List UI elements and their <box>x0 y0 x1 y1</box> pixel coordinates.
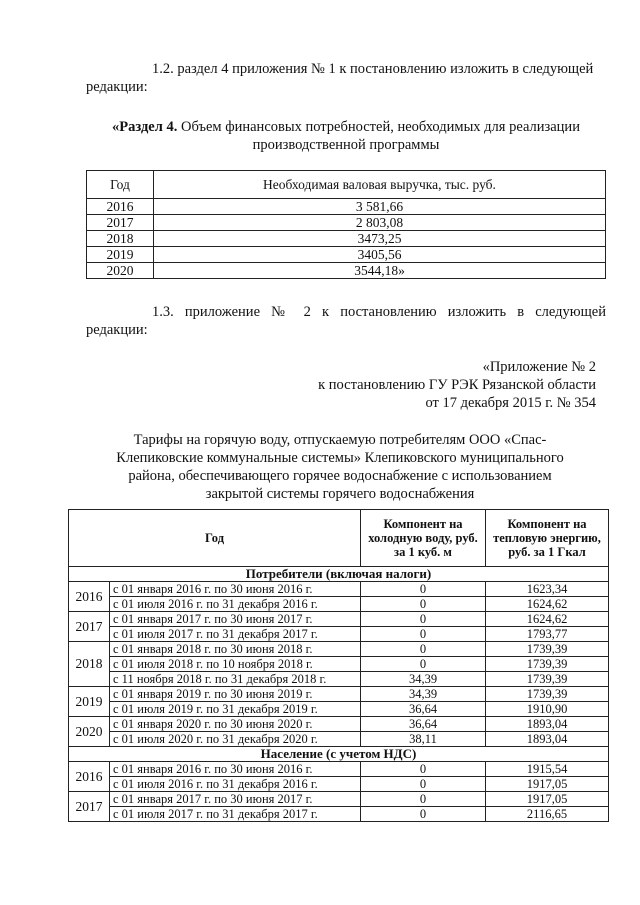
row-year: 2019 <box>87 247 154 263</box>
cold-water-cell: 36,64 <box>361 702 486 717</box>
group-row <box>69 747 609 762</box>
table-row <box>69 702 609 717</box>
table-row <box>69 642 609 657</box>
period-cell: с 01 января 2016 г. по 30 июня 2016 г. <box>110 582 361 597</box>
period-cell: с 01 июля 2017 г. по 31 декабря 2017 г. <box>110 807 361 822</box>
year-cell: 2017 <box>69 792 110 822</box>
period-cell: с 01 января 2020 г. по 30 июня 2020 г. <box>110 717 361 732</box>
period-cell: с 11 ноября 2018 г. по 31 декабря 2018 г. <box>110 672 361 687</box>
appendix-line2: к постановлению ГУ РЭК Рязанской области <box>318 377 596 393</box>
cold-water-cell: 0 <box>361 627 486 642</box>
row-year: 2020 <box>87 263 154 279</box>
table-row <box>69 732 609 747</box>
row-revenue: 3405,56 <box>154 247 606 263</box>
header-year: Год <box>69 510 361 567</box>
period-cell: с 01 июля 2020 г. по 31 декабря 2020 г. <box>110 732 361 747</box>
cold-water-cell: 38,11 <box>361 732 486 747</box>
cold-water-cell: 0 <box>361 612 486 627</box>
period-cell: с 01 июля 2018 г. по 10 ноября 2018 г. <box>110 657 361 672</box>
thermal-cell: 1624,62 <box>486 597 609 612</box>
header-year: Год <box>87 171 154 199</box>
period-cell: с 01 июля 2016 г. по 31 декабря 2016 г. <box>110 777 361 792</box>
table-row <box>69 657 609 672</box>
row-revenue: 3 581,66 <box>154 199 606 215</box>
table-row <box>69 687 609 702</box>
thermal-cell: 1739,39 <box>486 642 609 657</box>
cold-water-cell: 34,39 <box>361 687 486 702</box>
table-row <box>69 792 609 807</box>
cold-water-cell: 36,64 <box>361 717 486 732</box>
tariff-title-line4: закрытой системы горячего водоснабжения <box>205 486 475 502</box>
thermal-cell: 1793,77 <box>486 627 609 642</box>
thermal-cell: 1893,04 <box>486 732 609 747</box>
cold-water-cell: 0 <box>361 762 486 777</box>
period-cell: с 01 июля 2017 г. по 31 декабря 2017 г. <box>110 627 361 642</box>
cold-water-cell: 0 <box>361 597 486 612</box>
cold-water-cell: 0 <box>361 807 486 822</box>
cold-water-cell: 0 <box>361 657 486 672</box>
year-cell: 2018 <box>69 642 110 687</box>
header-thermal: Компонент на тепловую энергию, руб. за 1 Гкал <box>486 510 609 567</box>
table-row <box>69 717 609 732</box>
thermal-cell: 1917,05 <box>486 777 609 792</box>
row-revenue: 3473,25 <box>154 231 606 247</box>
thermal-cell: 2116,65 <box>486 807 609 822</box>
table-row <box>69 672 609 687</box>
financial-needs-table <box>86 170 606 279</box>
period-cell: с 01 января 2016 г. по 30 июня 2016 г. <box>110 762 361 777</box>
group-row <box>69 567 609 582</box>
thermal-cell: 1893,04 <box>486 717 609 732</box>
table-row <box>69 582 609 597</box>
period-cell: с 01 июля 2016 г. по 31 декабря 2016 г. <box>110 597 361 612</box>
period-cell: с 01 января 2019 г. по 30 июня 2019 г. <box>110 687 361 702</box>
year-cell: 2020 <box>69 717 110 747</box>
thermal-cell: 1739,39 <box>486 687 609 702</box>
table-row <box>69 762 609 777</box>
thermal-cell: 1739,39 <box>486 657 609 672</box>
row-revenue: 3544,18» <box>154 263 606 279</box>
item-1-2-line2: редакции: <box>86 79 148 95</box>
period-cell: с 01 января 2018 г. по 30 июня 2018 г. <box>110 642 361 657</box>
table-row <box>87 215 606 231</box>
table-row <box>69 597 609 612</box>
tariff-title-line2: Клепиковские коммунальные системы» Клепиковского муниципального <box>116 450 564 466</box>
cold-water-cell: 34,39 <box>361 672 486 687</box>
year-cell: 2017 <box>69 612 110 642</box>
item-1-2-line1: 1.2. раздел 4 приложения № 1 к постановлению изложить в следующей <box>152 61 594 77</box>
table-row <box>69 777 609 792</box>
section-4-title-line1 <box>86 118 606 136</box>
hot-water-tariff-table <box>68 509 609 822</box>
table-row <box>87 199 606 215</box>
thermal-cell: 1910,90 <box>486 702 609 717</box>
table-row <box>69 807 609 822</box>
period-cell: с 01 января 2017 г. по 30 июня 2017 г. <box>110 612 361 627</box>
row-year: 2016 <box>87 199 154 215</box>
appendix-line1: «Приложение № 2 <box>482 359 596 375</box>
table-row <box>69 612 609 627</box>
table-row <box>87 231 606 247</box>
year-cell: 2016 <box>69 762 110 792</box>
header-revenue: Необходимая валовая выручка, тыс. руб. <box>154 171 606 199</box>
thermal-cell: 1915,54 <box>486 762 609 777</box>
tariff-title-line3: района, обеспечивающего горячее водоснабжение с использованием <box>128 468 552 484</box>
thermal-cell: 1623,34 <box>486 582 609 597</box>
row-year: 2018 <box>87 231 154 247</box>
table-row <box>87 247 606 263</box>
thermal-cell: 1739,39 <box>486 672 609 687</box>
cold-water-cell: 0 <box>361 582 486 597</box>
thermal-cell: 1917,05 <box>486 792 609 807</box>
item-1-3-line2: редакции: <box>86 322 148 338</box>
item-1-3-line1: 1.3. приложение № 2 к постановлению изложить в следующей <box>152 304 606 320</box>
cold-water-cell: 0 <box>361 777 486 792</box>
row-revenue: 2 803,08 <box>154 215 606 231</box>
table-header-row <box>69 510 609 567</box>
row-year: 2017 <box>87 215 154 231</box>
table-row <box>87 263 606 279</box>
thermal-cell: 1624,62 <box>486 612 609 627</box>
cold-water-cell: 0 <box>361 642 486 657</box>
header-cold-water: Компонент на холодную воду, руб. за 1 куб. м <box>361 510 486 567</box>
table-header-row <box>87 171 606 199</box>
table-row <box>69 627 609 642</box>
year-cell: 2019 <box>69 687 110 717</box>
appendix-line3: от 17 декабря 2015 г. № 354 <box>425 395 596 411</box>
group-title: Потребители (включая налоги) <box>69 567 609 582</box>
period-cell: с 01 июля 2019 г. по 31 декабря 2019 г. <box>110 702 361 717</box>
section-4-bold-prefix: «Раздел 4. <box>112 119 178 135</box>
section-4-title-line2: производственной программы <box>252 137 440 153</box>
tariff-title-line1: Тарифы на горячую воду, отпускаемую потребителям ООО «Спас- <box>133 432 547 448</box>
section-4-title-text: Объем финансовых потребностей, необходимых для реализации <box>177 119 580 135</box>
period-cell: с 01 января 2017 г. по 30 июня 2017 г. <box>110 792 361 807</box>
cold-water-cell: 0 <box>361 792 486 807</box>
year-cell: 2016 <box>69 582 110 612</box>
group-title: Население (с учетом НДС) <box>69 747 609 762</box>
